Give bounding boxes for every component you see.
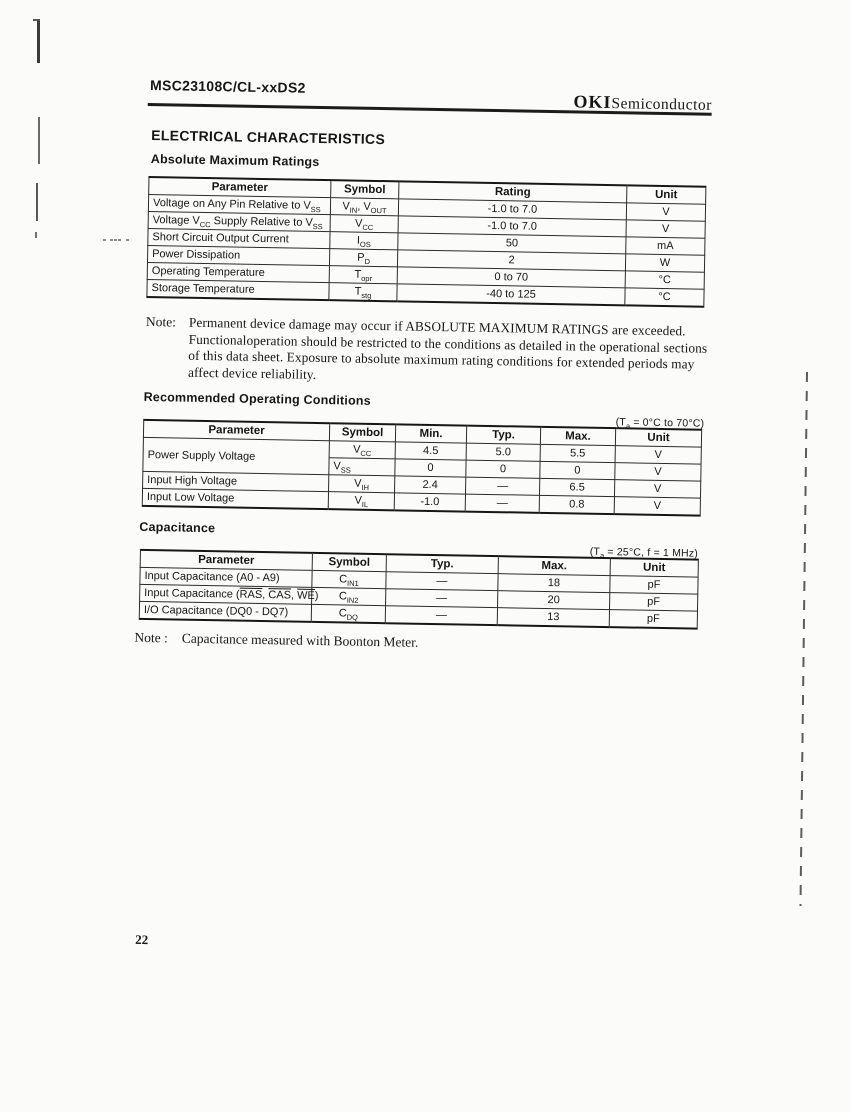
note-label: Note : bbox=[134, 629, 168, 646]
column-header: Typ. bbox=[386, 554, 498, 573]
capacitance-title: Capacitance bbox=[139, 519, 216, 536]
table-cell: — bbox=[386, 589, 498, 608]
table-cell: Short Circuit Output Current bbox=[148, 228, 330, 248]
column-header: Symbol bbox=[329, 423, 395, 442]
table-cell: I/O Capacitance (DQ0 - DQ7) bbox=[139, 601, 311, 621]
table-cell: — bbox=[386, 572, 498, 591]
column-header: Min. bbox=[395, 424, 466, 443]
table-cell: V bbox=[614, 497, 700, 516]
table-cell: $C_{DQ}$ bbox=[311, 604, 385, 623]
table-cell: $V_{IN}$, $V_{OUT}$ bbox=[330, 198, 398, 216]
table-cell: Input Capacitance ($\overline{RAS}$, $\overline{CAS}$, $\overline{WE}$) bbox=[140, 584, 312, 604]
table-cell: 20 bbox=[498, 591, 610, 610]
table-cell: $V_{SS}$ bbox=[329, 458, 395, 476]
table-cell: V bbox=[614, 480, 700, 498]
oki-logo-bold: OKI bbox=[573, 91, 612, 113]
table-cell: $C_{IN1}$ bbox=[312, 570, 386, 588]
abs-max-table bbox=[146, 176, 706, 308]
table-cell: V bbox=[615, 446, 701, 464]
column-header: Rating bbox=[399, 181, 627, 202]
table-cell: 4.5 bbox=[395, 442, 466, 460]
table-cell: Power Dissipation bbox=[147, 245, 329, 265]
table-cell: 6.5 bbox=[539, 478, 614, 496]
column-header: Typ. bbox=[466, 426, 540, 445]
table-cell: -1.0 bbox=[394, 493, 465, 512]
table-cell: — bbox=[465, 494, 539, 513]
oki-logo-text: Semiconductor bbox=[611, 95, 712, 114]
table-cell: 0 bbox=[395, 459, 466, 477]
table-cell: 0.8 bbox=[539, 495, 614, 514]
document-number: MSC23108C/CL-xxDS2 bbox=[149, 77, 306, 96]
rec-op-title: Recommended Operating Conditions bbox=[143, 389, 371, 408]
column-header: Parameter bbox=[149, 177, 331, 198]
section-title: ELECTRICAL CHARACTERISTICS bbox=[151, 127, 386, 148]
column-header: Parameter bbox=[143, 420, 329, 441]
column-header: Max. bbox=[540, 427, 615, 446]
note-text: Capacitance measured with Boonton Meter. bbox=[181, 630, 419, 650]
table-cell: 13 bbox=[497, 608, 609, 627]
table-cell: $T_{stg}$ bbox=[329, 283, 397, 302]
table-cell: -1.0 to 7.0 bbox=[398, 199, 626, 220]
column-header: Unit bbox=[610, 558, 698, 577]
table-cell: Voltage $V_{CC}$ Supply Relative to $V_{SS}$ bbox=[148, 211, 330, 231]
rec-op-condition: ($T_a = 0^\circ C$ to 70°C) bbox=[615, 416, 705, 431]
column-header: Max. bbox=[498, 556, 610, 575]
column-header: Symbol bbox=[331, 180, 399, 199]
table-cell: Input High Voltage bbox=[143, 471, 329, 491]
table-cell: 0 bbox=[540, 461, 615, 479]
table-cell: 5.5 bbox=[540, 444, 615, 462]
table-cell: Input Capacitance (A0 - A9) bbox=[140, 567, 312, 587]
table-cell: °C bbox=[625, 271, 704, 289]
table-cell: mA bbox=[626, 237, 705, 255]
table-cell: $V_{CC}$ bbox=[330, 215, 398, 233]
table-cell: Input Low Voltage bbox=[142, 488, 328, 509]
table-cell: 5.0 bbox=[466, 443, 540, 461]
table-cell: V bbox=[626, 220, 705, 238]
table-cell: 50 bbox=[398, 233, 626, 254]
table-cell: 0 to 70 bbox=[397, 267, 625, 288]
table-cell: V bbox=[626, 203, 705, 221]
table-cell: W bbox=[625, 254, 704, 272]
table-cell: $V_{CC}$ bbox=[329, 441, 395, 459]
table-cell: — bbox=[465, 477, 539, 495]
table-cell: 0 bbox=[466, 460, 540, 478]
table-cell: Storage Temperature bbox=[147, 279, 329, 300]
table-cell: 2.4 bbox=[395, 476, 466, 494]
capacitance-note bbox=[134, 630, 418, 651]
note-label: Note: bbox=[145, 313, 177, 330]
column-header: Parameter bbox=[140, 550, 312, 570]
capacitance-table bbox=[139, 549, 699, 630]
table-cell: Power Supply Voltage bbox=[143, 437, 330, 474]
table-cell: V bbox=[615, 463, 701, 481]
table-cell: pF bbox=[610, 593, 698, 612]
table-cell: -1.0 to 7.0 bbox=[398, 216, 626, 237]
table-cell: $V_{IL}$ bbox=[328, 492, 394, 511]
column-header: Unit bbox=[627, 185, 706, 204]
column-header: Unit bbox=[615, 428, 701, 447]
table-cell: 18 bbox=[498, 574, 610, 593]
table-cell: Voltage on Any Pin Relative to $V_{SS}$ bbox=[148, 194, 330, 214]
table-cell: -40 to 125 bbox=[397, 284, 625, 305]
table-cell: $C_{IN2}$ bbox=[312, 587, 386, 605]
table-cell: $T_{opr}$ bbox=[329, 266, 397, 284]
column-header: Symbol bbox=[312, 553, 386, 572]
table-cell: 2 bbox=[397, 250, 625, 271]
table-cell: pF bbox=[609, 610, 697, 629]
table-cell: $V_{IH}$ bbox=[329, 475, 395, 493]
table-cell: $P_D$ bbox=[329, 249, 397, 267]
capacitance-condition: ($T_a = 25^\circ C$, f = 1 MHz) bbox=[589, 545, 699, 561]
note-text: Permanent device damage may occur if ABSOLUTE MAXIMUM RATINGS are exceeded. Functionaloperation should be restricted to the conditions as detailed in the operational sections of this data sheet. Exposure to absolute maximum rating conditions for extended periods may affect device reliability. bbox=[187, 314, 708, 382]
table-cell: $I_{OS}$ bbox=[330, 232, 398, 250]
table-cell: — bbox=[385, 606, 497, 625]
table-cell: Operating Temperature bbox=[147, 262, 329, 282]
abs-max-title: Absolute Maximum Ratings bbox=[150, 152, 320, 169]
table-cell: pF bbox=[610, 576, 698, 595]
rec-op-table bbox=[142, 419, 702, 517]
page-number: 22 bbox=[135, 931, 149, 948]
table-cell: °C bbox=[625, 288, 704, 307]
